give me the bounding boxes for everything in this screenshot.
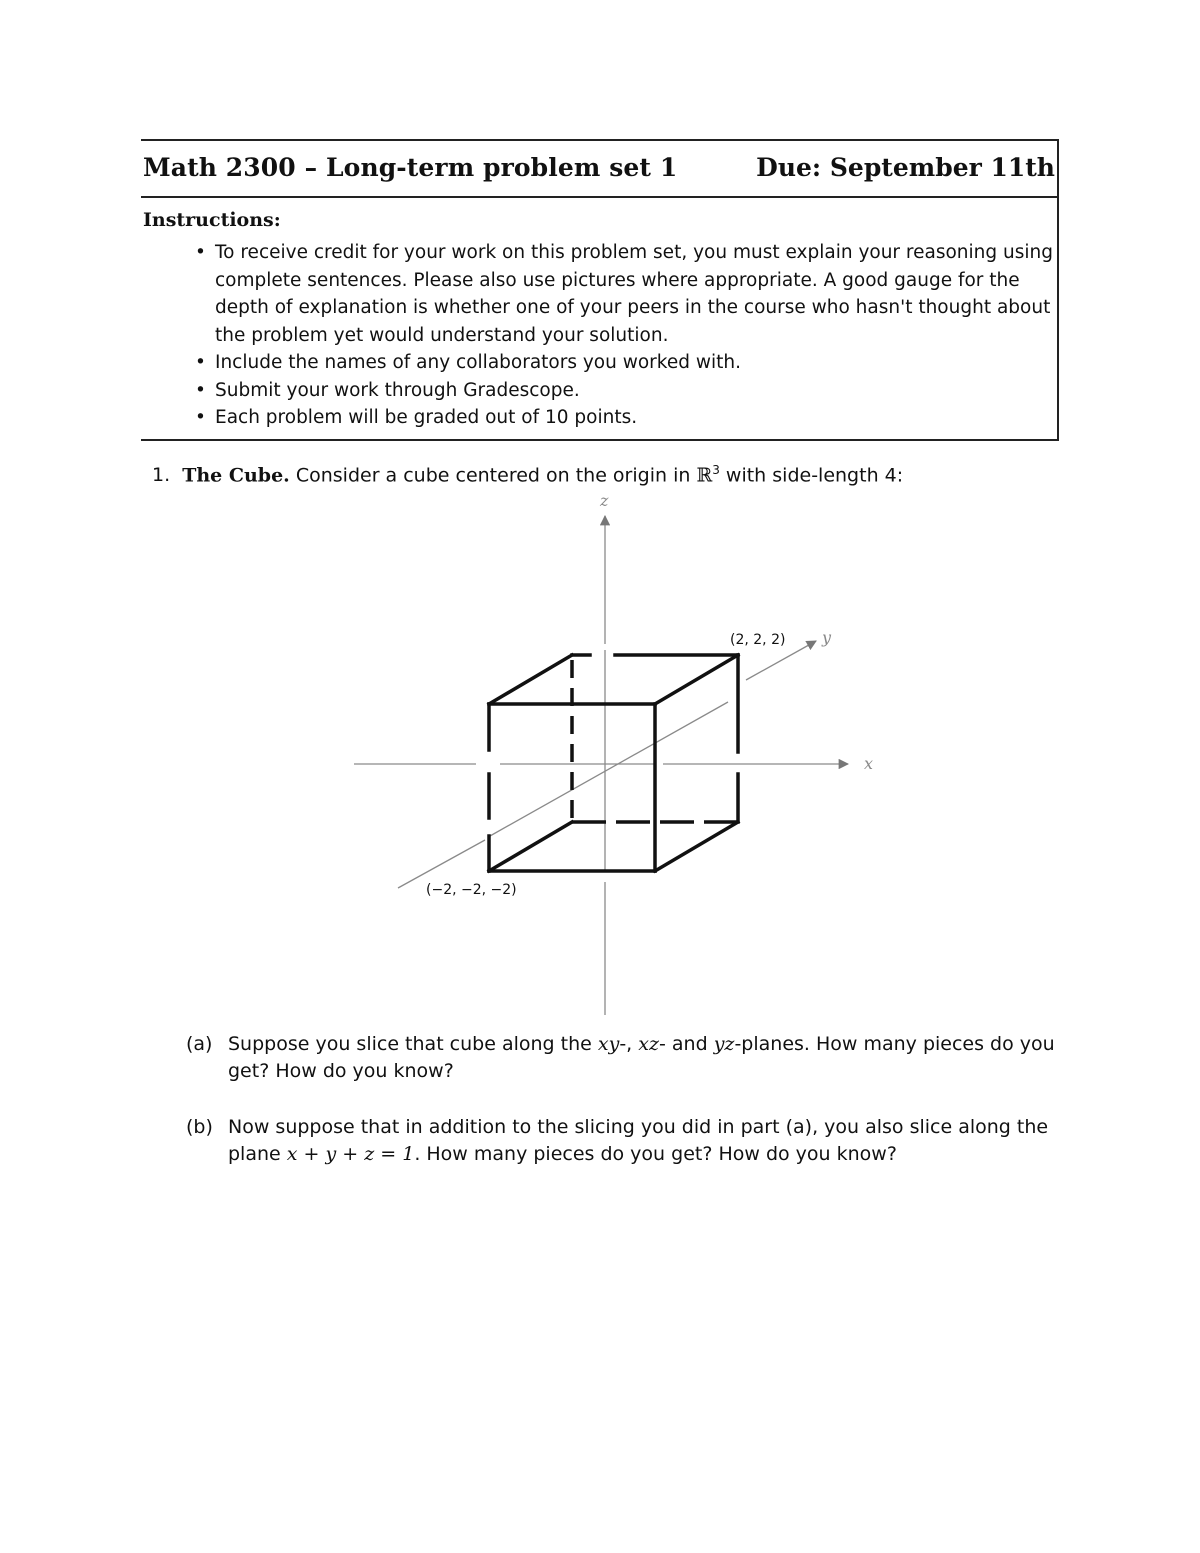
math-plane-equation: x + y + z = 1 [286, 1143, 415, 1165]
problem-number: 1. [152, 464, 171, 487]
space-exponent: 3 [712, 463, 720, 477]
math-yz: yz [713, 1033, 735, 1055]
bullet-icon: • [195, 407, 206, 428]
due-date: Due: September 11th [756, 153, 1055, 182]
bullet-icon: • [195, 352, 206, 373]
part-text-segment: -planes. How many pieces do you get? How do you know? [228, 1033, 1055, 1082]
cube-edge [655, 822, 738, 871]
cube-edge [489, 655, 572, 704]
list-item [193, 404, 1055, 432]
list-item [193, 349, 1055, 377]
instruction-text: Each problem will be graded out of 10 points. [215, 407, 638, 428]
page-title: Math 2300 – Long-term problem set 1 [143, 153, 678, 182]
list-item [193, 377, 1055, 405]
part-text-segment: . How many pieces do you get? How do you know? [414, 1143, 897, 1165]
list-item [193, 239, 1055, 349]
cube-figure [340, 490, 900, 1020]
axes [354, 516, 848, 1015]
y-axis-label: y [822, 628, 832, 647]
problem-1 [152, 456, 1052, 489]
part-label: (a) [186, 1033, 213, 1055]
instructions-list [193, 239, 1055, 432]
z-axis-label: z [600, 491, 609, 510]
part-text-segment: - and [659, 1033, 714, 1055]
part-text [228, 1031, 1060, 1085]
header-box [141, 139, 1059, 441]
part-label: (b) [186, 1116, 213, 1138]
corner-label-bottom: (−2, −2, −2) [426, 882, 517, 898]
bullet-icon: • [195, 242, 206, 263]
problem-title: The Cube. [182, 464, 290, 487]
title-row [141, 141, 1057, 198]
y-axis [398, 840, 485, 888]
bullet-icon: • [195, 379, 206, 401]
y-axis [490, 702, 728, 836]
instructions-heading: Instructions: [143, 209, 281, 231]
instruction-text: Include the names of any collaborators you worked with. [215, 352, 741, 373]
part-text-segment: -, [619, 1033, 639, 1055]
cube-edges [489, 655, 738, 871]
part-text [228, 1114, 1060, 1168]
problem-text-after: with side-length 4: [719, 464, 904, 487]
part-text-segment: Suppose you slice that cube along the [228, 1033, 598, 1055]
x-axis-label: x [864, 754, 874, 773]
part-text-segment: Now suppose that in addition to the slicing you did in part (a), you also slice along the plane [228, 1116, 1049, 1165]
instruction-text: To receive credit for your work on this problem set, you must explain your reasoning using complete sentences. Please also use pictures where appropriate. A good gauge for the depth of explanation is whether one of your peers in the course who hasn't thought about the problem yet would understand your solution. [215, 242, 1053, 346]
part-b [186, 1114, 1060, 1168]
space-symbol: ℝ [696, 464, 713, 487]
math-xz: xz [638, 1033, 659, 1055]
cube-edge [655, 655, 738, 704]
instruction-text: Submit your work through Gradescope. [215, 379, 580, 401]
part-a [186, 1031, 1060, 1085]
math-xy: xy [597, 1033, 620, 1055]
corner-label-top: (2, 2, 2) [730, 632, 786, 648]
problem-text-before: Consider a cube centered on the origin in [295, 464, 697, 487]
